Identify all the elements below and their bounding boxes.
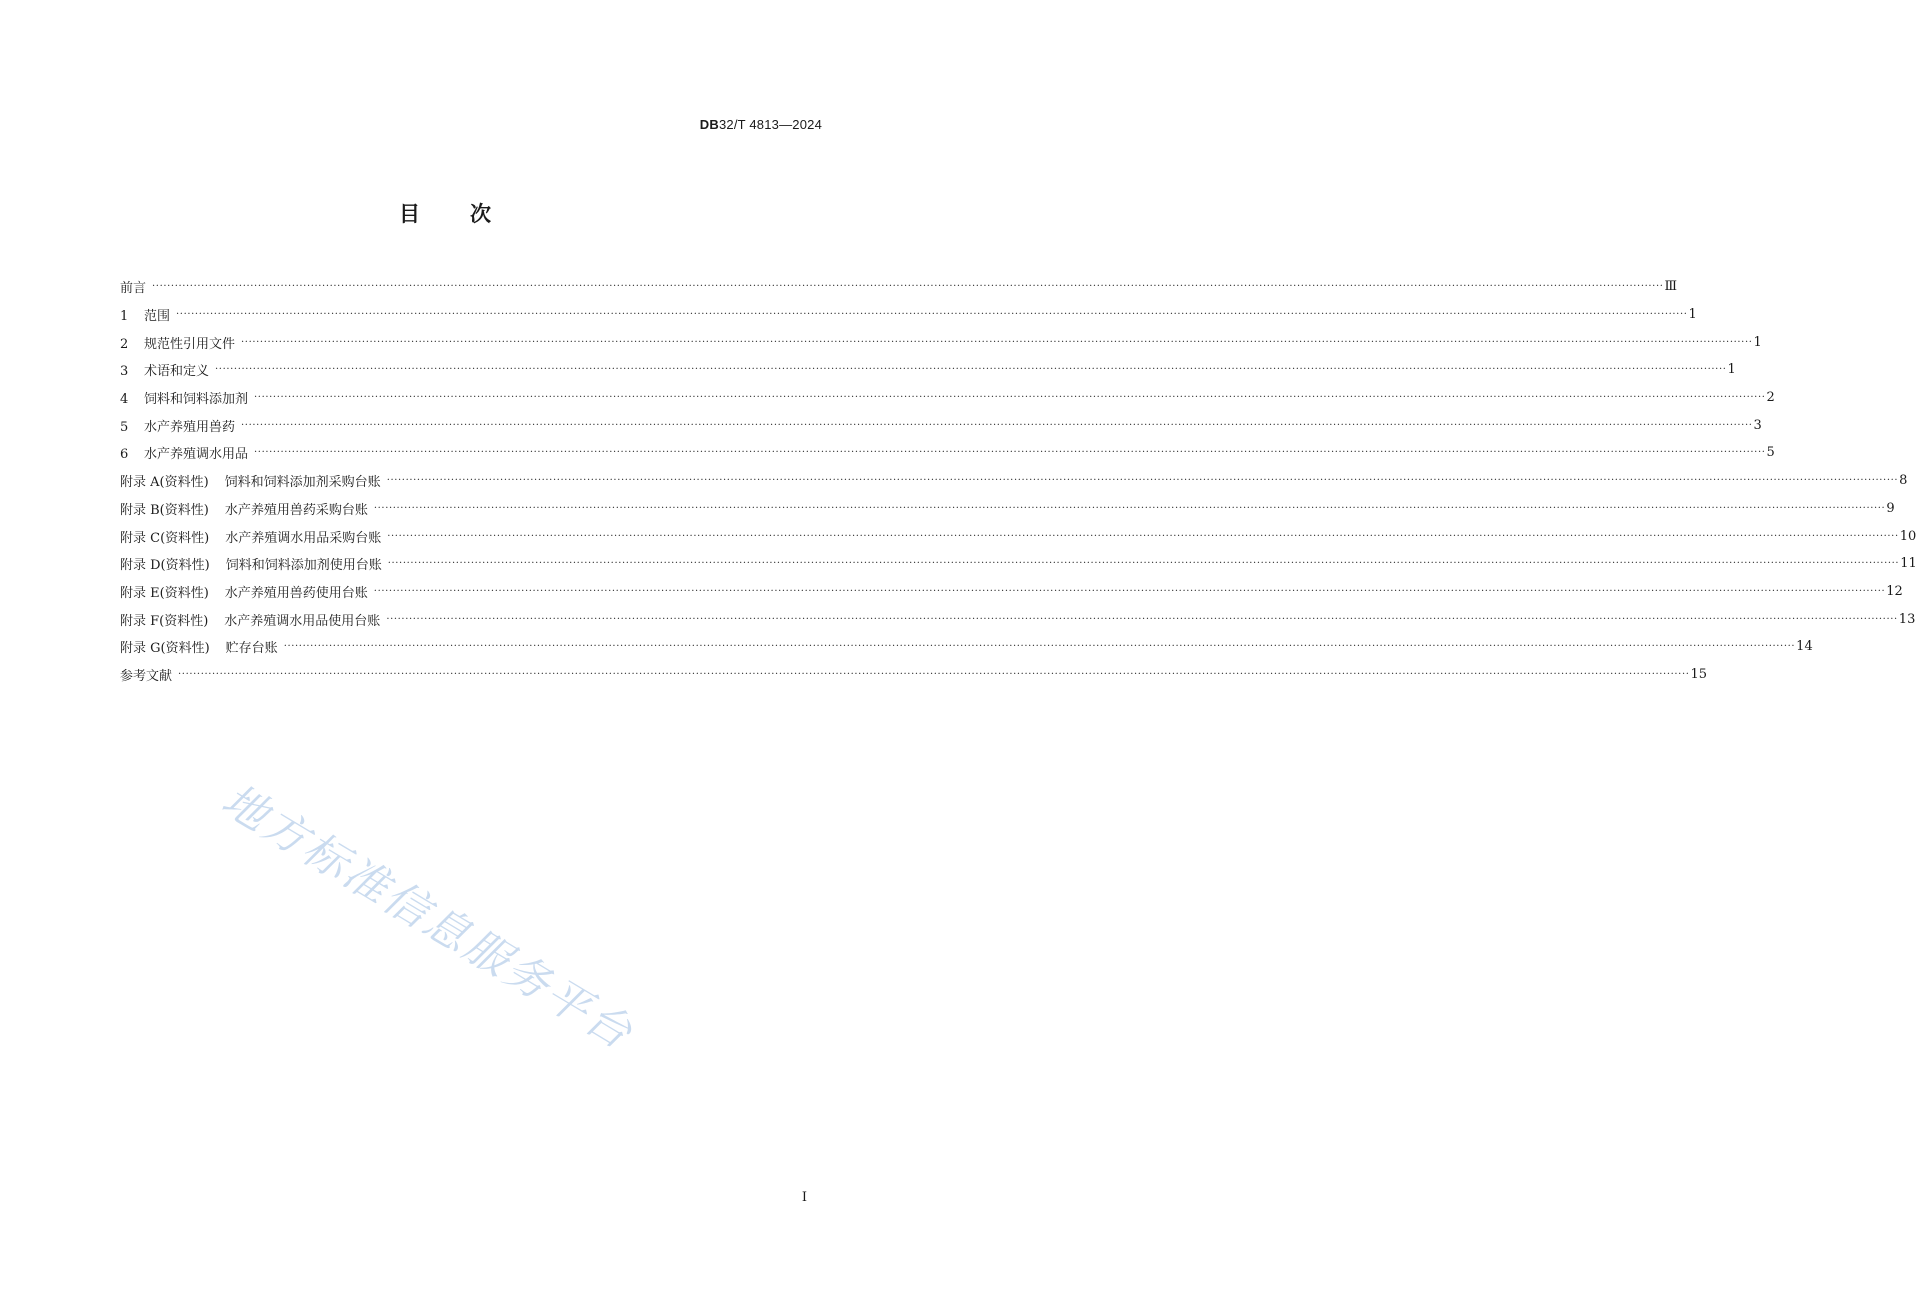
toc-entry-label <box>120 471 381 490</box>
toc-entry-title: 饲料和饲料添加剂使用台账 <box>225 558 382 574</box>
toc-entry-label <box>120 637 278 656</box>
toc-entry-page: 13 <box>1898 611 1916 627</box>
toc-entry[interactable] <box>120 467 1908 495</box>
toc-entry[interactable] <box>120 301 1697 329</box>
page-number: I <box>801 1190 807 1205</box>
table-of-contents <box>120 273 1917 688</box>
toc-dot-leader: ················································································································································································································································································································································································································ <box>241 336 1753 348</box>
toc-entry-number: 2 <box>120 336 129 352</box>
toc-entry-label <box>120 416 235 435</box>
toc-entry-annex: 附录 D(资料性) <box>120 558 210 574</box>
page-title: 目次 <box>399 202 541 226</box>
toc-entry[interactable] <box>120 661 1708 689</box>
toc-dot-leader: ················································································································································································································································································································································································································ <box>178 668 1690 680</box>
toc-entry-annex: 附录 B(资料性) <box>120 502 209 518</box>
toc-entry-page: 12 <box>1886 583 1903 599</box>
document-code-prefix: DB <box>699 117 719 132</box>
toc-entry-number: 4 <box>120 392 129 408</box>
toc-entry-page: 1 <box>1727 362 1736 378</box>
toc-entry[interactable] <box>120 550 1917 578</box>
toc-entry-label <box>120 554 382 573</box>
toc-dot-leader: ················································································································································································································································································································································································································ <box>241 419 1753 431</box>
toc-entry-label <box>120 388 248 407</box>
toc-dot-leader: ················································································································································································································································································································································································································ <box>215 364 1727 376</box>
toc-dot-leader: ················································································································································································································································································································································································································ <box>152 281 1664 293</box>
toc-entry[interactable] <box>120 384 1775 412</box>
toc-dot-leader: ················································································································································································································································································································································································································ <box>387 558 1900 570</box>
toc-entry-title: 水产养殖调水用品采购台账 <box>225 530 382 546</box>
toc-entry-title: 水产养殖调水用品使用台账 <box>224 613 381 629</box>
toc-entry-annex: 附录 A(资料性) <box>120 475 209 491</box>
toc-entry-number: 3 <box>120 364 129 380</box>
toc-entry-title: 范围 <box>144 309 171 325</box>
toc-entry-page: 15 <box>1690 666 1708 682</box>
toc-entry[interactable] <box>120 439 1775 467</box>
toc-entry-page: 11 <box>1900 556 1917 572</box>
toc-dot-leader: ················································································································································································································································································································································································································ <box>283 641 1796 653</box>
toc-entry-title: 水产养殖用兽药采购台账 <box>224 502 368 518</box>
toc-entry-page: 9 <box>1886 500 1895 516</box>
toc-entry[interactable] <box>120 273 1678 301</box>
toc-dot-leader: ················································································································································································································································································································································································································ <box>373 502 1886 514</box>
toc-entry[interactable] <box>120 522 1917 550</box>
toc-entry-label <box>120 333 235 352</box>
toc-entry-annex: 附录 F(资料性) <box>120 613 209 629</box>
toc-entry-title: 前言 <box>120 281 147 297</box>
toc-dot-leader: ················································································································································································································································································································································································································ <box>373 585 1886 597</box>
toc-entry-title: 水产养殖用兽药 <box>144 419 236 435</box>
toc-entry-number: 1 <box>120 309 129 325</box>
toc-dot-leader: ················································································································································································································································································································································································································ <box>254 447 1766 459</box>
document-code-number: 32/T 4813—2024 <box>718 117 822 132</box>
toc-dot-leader: ················································································································································································································································································································································································································ <box>254 392 1766 404</box>
toc-entry-title: 术语和定义 <box>144 364 210 380</box>
toc-entry-page: Ⅲ <box>1664 279 1678 295</box>
toc-entry[interactable] <box>120 328 1762 356</box>
toc-entry-title: 水产养殖调水用品 <box>144 447 249 463</box>
toc-entry[interactable] <box>120 411 1762 439</box>
toc-dot-leader: ················································································································································································································································································································································································································ <box>176 309 1688 321</box>
toc-entry-title: 参考文献 <box>120 668 173 684</box>
toc-entry-page: 3 <box>1753 417 1762 433</box>
toc-entry[interactable] <box>120 633 1813 661</box>
toc-entry-label <box>120 665 172 684</box>
toc-entry[interactable] <box>120 605 1916 633</box>
watermark: 地方标准信息服务平台 <box>213 774 643 1061</box>
toc-entry-page: 2 <box>1766 390 1775 406</box>
toc-entry-annex: 附录 E(资料性) <box>120 585 209 601</box>
toc-entry-title: 规范性引用文件 <box>144 336 236 352</box>
toc-entry-page: 5 <box>1766 445 1775 461</box>
toc-entry-label <box>120 610 380 629</box>
toc-entry-number: 6 <box>120 447 129 463</box>
toc-entry[interactable] <box>120 578 1903 606</box>
toc-entry-label <box>120 499 368 518</box>
toc-entry-label <box>120 305 170 324</box>
toc-entry[interactable] <box>120 356 1736 384</box>
toc-entry-label <box>120 360 209 379</box>
toc-entry-number: 5 <box>120 419 129 435</box>
toc-entry-page: 10 <box>1899 528 1917 544</box>
toc-entry-title: 饲料和饲料添加剂 <box>144 392 249 408</box>
toc-entry-annex: 附录 C(资料性) <box>120 530 210 546</box>
toc-dot-leader: ················································································································································································································································································································································································································ <box>386 613 1898 625</box>
toc-entry-page: 14 <box>1796 639 1813 655</box>
document-code <box>700 117 822 132</box>
toc-entry-annex: 附录 G(资料性) <box>120 641 210 657</box>
toc-dot-leader: ················································································································································································································································································································································································································ <box>387 530 1899 542</box>
toc-entry-page: 1 <box>1688 307 1697 323</box>
toc-entry-label <box>120 443 248 462</box>
toc-entry-title: 饲料和饲料添加剂采购台账 <box>224 475 381 491</box>
toc-entry[interactable] <box>120 495 1895 523</box>
toc-entry-label <box>120 582 368 601</box>
toc-entry-title: 贮存台账 <box>225 641 278 657</box>
toc-entry-page: 8 <box>1899 473 1908 489</box>
toc-entry-label <box>120 277 146 296</box>
toc-dot-leader: ················································································································································································································································································································································································································ <box>386 475 1899 487</box>
toc-entry-title: 水产养殖用兽药使用台账 <box>224 585 368 601</box>
toc-entry-label <box>120 527 381 546</box>
toc-entry-page: 1 <box>1753 334 1762 350</box>
